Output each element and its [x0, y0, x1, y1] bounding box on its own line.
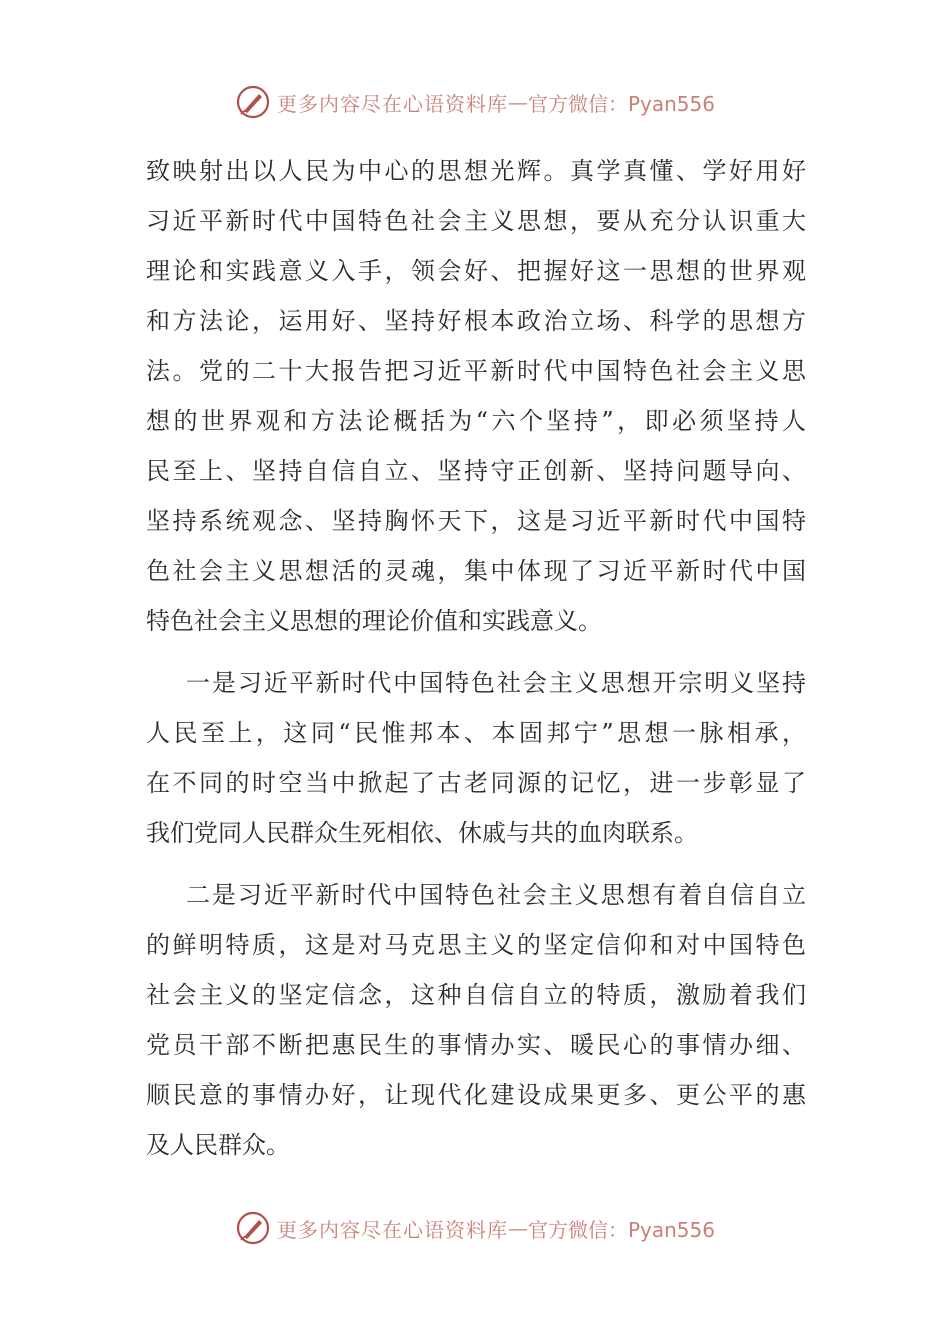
text-line: 民至上、坚持自信自立、坚持守正创新、坚持问题导向、 [146, 457, 806, 485]
text-line: 理论和实践意义入手，领会好、把握好这一思想的世界观 [146, 257, 806, 285]
text-line: 和方法论，运用好、坚持好根本政治立场、科学的思想方 [146, 307, 806, 335]
text-line: 二是习近平新时代中国特色社会主义思想有着自信自立 [186, 881, 806, 909]
pen-logo-icon [235, 1210, 271, 1246]
text-line: 我们党同人民群众生死相依、休戚与共的血肉联系。 [146, 819, 698, 847]
header-wechat-text: 官方微信：Pyan556 [527, 91, 715, 116]
footer-wechat-text: 官方微信：Pyan556 [527, 1217, 715, 1242]
text-line: 人民至上，这同“民惟邦本、本固邦宁”思想一脉相承， [146, 719, 806, 747]
text-line: 想的世界观和方法论概括为“六个坚持”，即必须坚持人 [146, 407, 806, 435]
text-line: 法。党的二十大报告把习近平新时代中国特色社会主义思 [146, 357, 806, 385]
footer-banner [0, 1208, 950, 1248]
footer-site-text: 更多内容尽在心语资料库 [276, 1217, 508, 1242]
pen-logo-icon [235, 84, 271, 120]
paragraph-3 [146, 870, 806, 1170]
header-separator: — [507, 90, 528, 114]
text-line: 习近平新时代中国特色社会主义思想，要从充分认识重大 [146, 207, 806, 235]
text-line: 社会主义的坚定信念，这种自信自立的特质，激励着我们 [146, 981, 806, 1009]
text-line: 在不同的时空当中掀起了古老同源的记忆，进一步彰显了 [146, 769, 806, 797]
text-line: 的鲜明特质，这是对马克思主义的坚定信仰和对中国特色 [146, 931, 806, 959]
paragraph-2 [146, 658, 806, 858]
text-line: 顺民意的事情办好，让现代化建设成果更多、更公平的惠 [146, 1081, 806, 1109]
text-line: 一是习近平新时代中国特色社会主义思想开宗明义坚持 [186, 669, 806, 697]
text-line: 坚持系统观念、坚持胸怀天下，这是习近平新时代中国特 [146, 507, 806, 535]
text-line: 特色社会主义思想的理论价值和实践意义。 [146, 607, 602, 635]
text-line: 色社会主义思想活的灵魂，集中体现了习近平新时代中国 [146, 557, 806, 585]
text-line: 党员干部不断把惠民生的事情办实、暖民心的事情办细、 [146, 1031, 806, 1059]
document-body [146, 146, 806, 1170]
text-line: 及人民群众。 [146, 1131, 290, 1159]
footer-separator: — [507, 1216, 528, 1240]
header-banner [0, 82, 950, 122]
text-line: 致映射出以人民为中心的思想光辉。真学真懂、学好用好 [146, 157, 806, 185]
paragraph-1 [146, 146, 806, 646]
header-site-text: 更多内容尽在心语资料库 [276, 91, 508, 116]
